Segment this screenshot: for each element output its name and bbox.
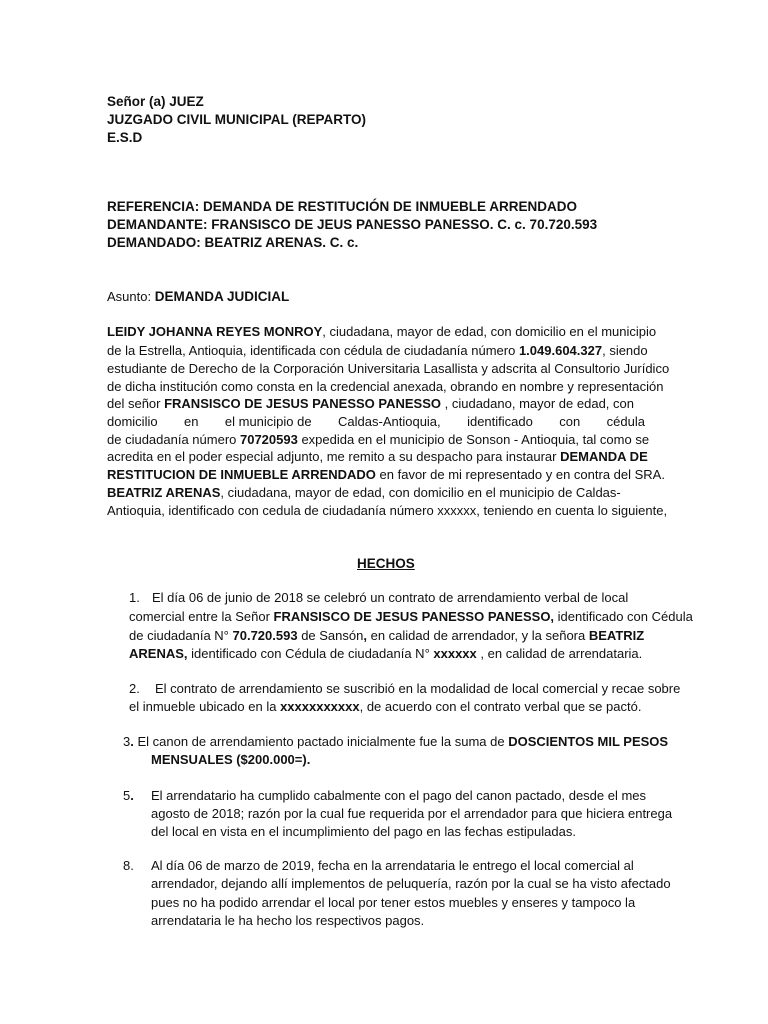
plaintiff-line: DEMANDANTE: FRANSISCO DE JEUS PANESSO PANESSO. C. c. 70.720.593 [107,217,598,232]
intro-line-1: LEIDY JOHANNA REYES MONROY, ciudadana, mayor de edad, con domicilio en el municipio [107,324,657,339]
intro-line-4: de dicha institución como consta en la credencial anexada, obrando en nombre y representación [107,379,664,394]
fact-3-number: 3 [123,734,131,749]
defendant-line: DEMANDADO: BEATRIZ ARENAS. C. c. [107,235,359,250]
defendant-name: BEATRIZ ARENAS [107,485,221,500]
intro-line-8: acredita en el poder especial adjunto, me remito a su despacho para instaurar DEMANDA DE [107,449,648,464]
subject-line [107,288,289,306]
intro-line-9: RESTITUCION DE INMUEBLE ARRENDADO en favor de mi representado y en contra del SRA. [107,467,665,482]
fact-2-line-2: el inmueble ubicado en la xxxxxxxxxxx, de acuerdo con el contrato verbal que se pactó. [129,699,642,714]
fact-5-line-2: agosto de 2018; razón por la cual fue requerida por el arrendador para que hiciera entrega [151,806,673,821]
fact-5-number: 5. [123,788,134,803]
student-name: LEIDY JOHANNA REYES MONROY [107,324,323,339]
fact-5-line-3: del local en vista en el incumplimiento del pago en las fechas estipuladas. [151,824,576,839]
intro-line-10: BEATRIZ ARENAS, ciudadana, mayor de edad, con domicilio en el municipio de Caldas- [107,485,621,500]
fact-1-line-4: ARENAS, identificado con Cédula de ciudadanía N° xxxxxx , en calidad de arrendataria. [129,646,643,661]
student-id: 1.049.604.327 [518,343,603,358]
demand-type-1: DEMANDA DE [560,449,648,464]
addressee-line: Señor (a) JUEZ [107,94,204,109]
fact-3-line-2: MENSUALES ($200.000=). [151,752,311,767]
fact-1-line-3: de ciudadanía N° 70.720.593 de Sansón, en calidad de arrendador, y la señora BEATRIZ [129,628,645,643]
fact-8-line-2: arrendador, dejando allí implementos de peluquería, razón por la cual se ha visto afectado [151,876,671,891]
fact-1-line-1: El día 06 de junio de 2018 se celebró un contrato de arrendamiento verbal de local [152,590,629,605]
plaintiff-id: 70720593 [239,432,298,447]
reference-line: REFERENCIA: DEMANDA DE RESTITUCIÓN DE INMUEBLE ARRENDADO [107,199,578,214]
intro-line-6: domicilio en el municipio de Caldas-Antioquia, identificado con cédula [107,414,645,429]
subject-value: DEMANDA JUDICIAL [154,289,290,304]
fact-2-number: 2. [129,681,140,696]
fact-8-line-3: pues no ha podido arrendar el local por tener estos muebles y enseres y tampoco la [151,895,636,910]
fact-2-line-1: El contrato de arrendamiento se suscribió en la modalidad de local comercial y recae sobre [155,681,681,696]
intro-line-2: de la Estrella, Antioquia, identificada con cédula de ciudadanía número 1.049.604.327, siendo [107,343,648,358]
subject-label: Asunto: [107,289,155,304]
intro-line-3: estudiante de Derecho de la Corporación Universitaria Lasallista y adscrita al Consultorio Jurídico [107,361,670,376]
intro-line-7: de ciudadanía número 70720593 expedida en el municipio de Sonson - Antioquia, tal como se [107,432,650,447]
fact-3-line-1: 3. El canon de arrendamiento pactado inicialmente fue la suma de DOSCIENTOS MIL PESOS [123,734,669,749]
fact-1-number: 1. [129,590,140,605]
fact-8-number: 8. [123,858,134,873]
fact-1-line-2: comercial entre la Señor FRANSISCO DE JESUS PANESSO PANESSO, identificado con Cédula [129,609,693,624]
fact-8-line-1: Al día 06 de marzo de 2019, fecha en la arrendataria le entrego el local comercial al [151,858,634,873]
fact-8-line-4: arrendataria le ha hecho los respectivos pagos. [151,913,425,928]
intro-line-11: Antioquia, identificado con cedula de ciudadanía número xxxxxx, teniendo en cuenta lo siguiente, [107,503,668,518]
court-line: JUZGADO CIVIL MUNICIPAL (REPARTO) [107,112,367,127]
esd-line: E.S.D [107,130,143,145]
fact-5-line-1: El arrendatario ha cumplido cabalmente con el pago del canon pactado, desde el mes [151,788,647,803]
plaintiff-name: FRANSISCO DE JESUS PANESSO PANESSO [164,396,442,411]
facts-title: HECHOS [357,556,415,571]
demand-type-2: RESTITUCION DE INMUEBLE ARRENDADO [107,467,376,482]
intro-line-5: del señor FRANSISCO DE JESUS PANESSO PANESSO , ciudadano, mayor de edad, con [107,396,634,411]
